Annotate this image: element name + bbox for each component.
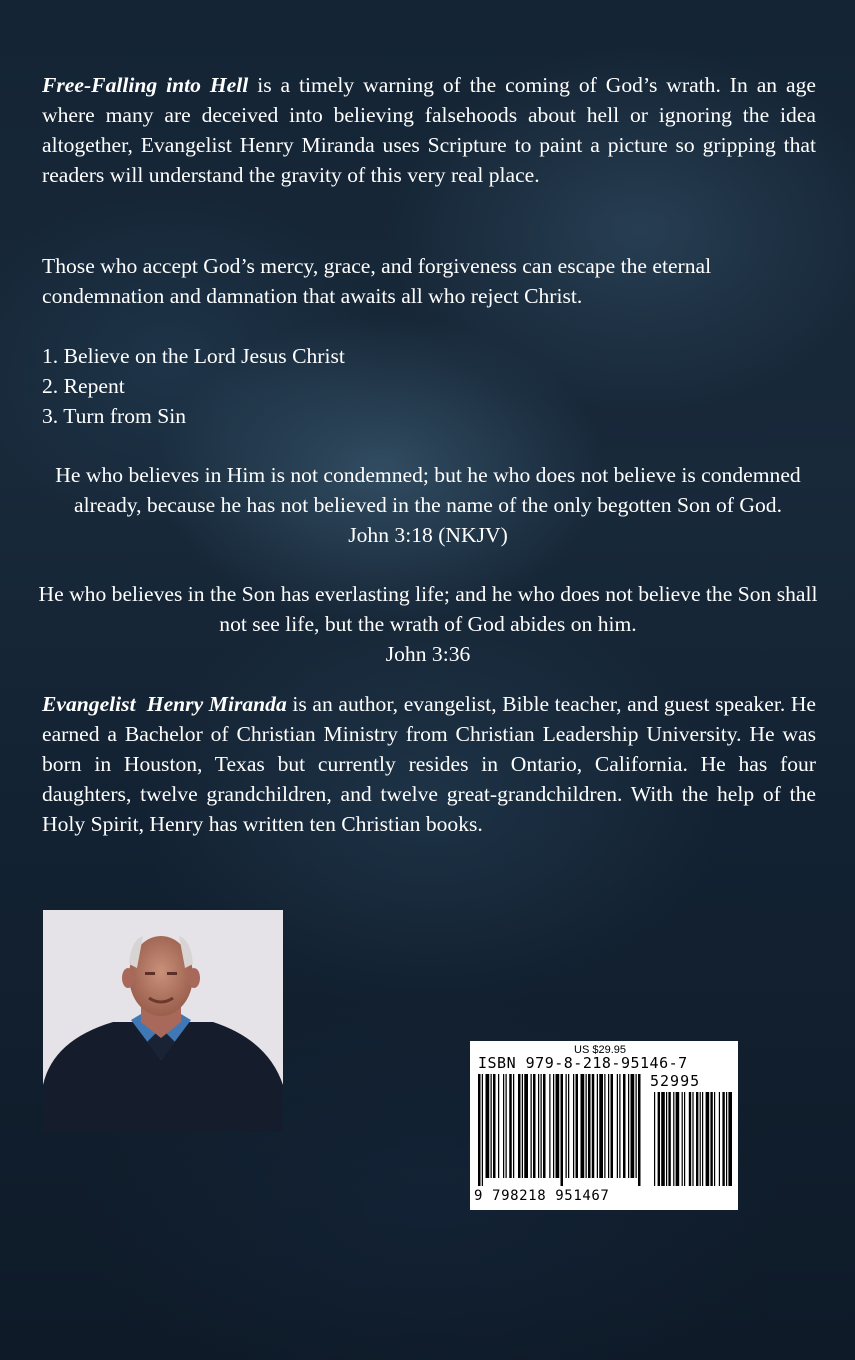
barcode-icon [478,1074,734,1188]
barcode-bar [597,1074,598,1178]
barcode-bar [524,1074,528,1178]
barcode-bar [636,1074,637,1178]
barcode-bar [706,1092,710,1186]
salvation-paragraph [42,251,816,311]
barcode-bar [493,1074,496,1178]
verse-block [52,460,804,550]
barcode-bar [482,1074,483,1186]
barcode-bar [714,1092,715,1186]
description-paragraph [42,70,816,190]
barcode-bar [533,1074,536,1178]
barcode-bar [619,1074,620,1178]
barcode-bar [478,1074,481,1186]
barcode-bar [638,1074,641,1186]
barcode-bar [661,1092,665,1186]
barcode-bar [513,1074,514,1178]
barcode-bar [617,1074,618,1178]
price-label: US $29.95 [574,1044,626,1056]
list-item: 2. Repent [42,374,125,398]
steps-list [42,341,345,431]
list-item: 1. Believe on the Lord Jesus Christ [42,344,345,368]
barcode-bar [553,1074,554,1178]
barcode-bar [518,1074,521,1178]
verse-reference: John 3:36 [385,642,471,666]
barcode-bar [722,1092,724,1186]
barcode-bar [658,1092,660,1186]
barcode-bar [498,1074,499,1178]
verse-text: He who believes in Him is not condemned; but he who does not believe is condemned already, because he has not believed in the name of the only begotten Son of God. [55,463,801,517]
author-bio [42,689,816,839]
barcode-bar [719,1092,720,1186]
verse-reference: John 3:18 (NKJV) [348,523,508,547]
verse-block [36,579,820,669]
barcode-bar [556,1074,560,1178]
barcode-bar [668,1092,670,1186]
barcode-bar [581,1074,585,1178]
barcode-bar [604,1074,605,1178]
barcode-bar [531,1074,532,1178]
barcode-bar [541,1074,542,1178]
barcode-bar [623,1074,626,1178]
addon-digits: 52995 [650,1072,701,1090]
author-photo [43,910,283,1132]
barcode-bar [509,1074,512,1178]
barcode-bar [561,1074,564,1186]
barcode-bar [696,1092,698,1186]
barcode-bar [673,1092,674,1186]
barcode-bar [491,1074,492,1178]
barcode-bar [700,1092,701,1186]
barcode-bar [684,1092,685,1186]
book-title: Free-Falling into Hell [42,73,249,97]
bio-text: is an author, evangelist, Bible teacher, and guest speaker. He earned a Bachelor of Christian Ministry from Christian Leadership University. He was born in Houston, Texas but currently resides in Ontario, California. He has four daughters, twelve grandchildren, and twelve great-grandchildren. With the help of the Holy Spirit, Henry has written ten Christian books. [42,692,816,836]
barcode-bar [506,1074,507,1178]
barcode-bar [586,1074,587,1178]
barcode-label [470,1041,738,1210]
barcode-bar [486,1074,490,1178]
barcode-bar [666,1092,667,1186]
ean-digits: 9 798218 951467 [474,1188,610,1204]
barcode-bar [543,1074,546,1178]
isbn-label: ISBN 979-8-218-95146-7 [478,1054,688,1072]
barcode-bar [676,1092,680,1186]
barcode-bar [592,1074,595,1178]
barcode-bar [573,1074,574,1178]
barcode-bar [566,1074,567,1178]
barcode-bar [588,1074,591,1178]
barcode-bar [702,1092,703,1186]
verse-text: He who believes in the Son has everlasting life; and he who does not believe the Son shall not see life, but the wrath of God abides on him. [38,582,818,636]
barcode-bar [682,1092,683,1186]
barcode-bar [599,1074,603,1178]
barcode-bar [568,1074,569,1178]
barcode-bar [538,1074,539,1178]
barcode-bar [726,1092,727,1186]
barcode-bar [631,1074,635,1178]
barcode-bar [503,1074,504,1178]
list-item: 3. Turn from Sin [42,404,186,428]
barcode-bar [522,1074,523,1178]
barcode-bar [611,1074,614,1178]
author-name: Evangelist Henry Miranda [42,692,287,716]
barcode-bar [608,1074,609,1178]
barcode-bar [728,1092,732,1186]
barcode-bar [692,1092,693,1186]
salvation-text: Those who accept God’s mercy, grace, and forgiveness can escape the eternal condemnation and damnation that awaits all who reject Christ. [42,254,712,308]
barcode-bar [628,1074,629,1178]
barcode-bar [549,1074,550,1178]
barcode-bar [710,1092,712,1186]
description-text: is a timely warning of the coming of God’s wrath. In an age where many are deceived into believing falsehoods about hell or ignoring the idea altogether, Evangelist Henry Miranda uses Scripture to paint a picture so gripping that readers will understand the gravity of this very real place. [42,73,817,187]
barcode-bar [654,1092,655,1186]
barcode-bar [689,1092,691,1186]
barcode-bar [576,1074,579,1178]
